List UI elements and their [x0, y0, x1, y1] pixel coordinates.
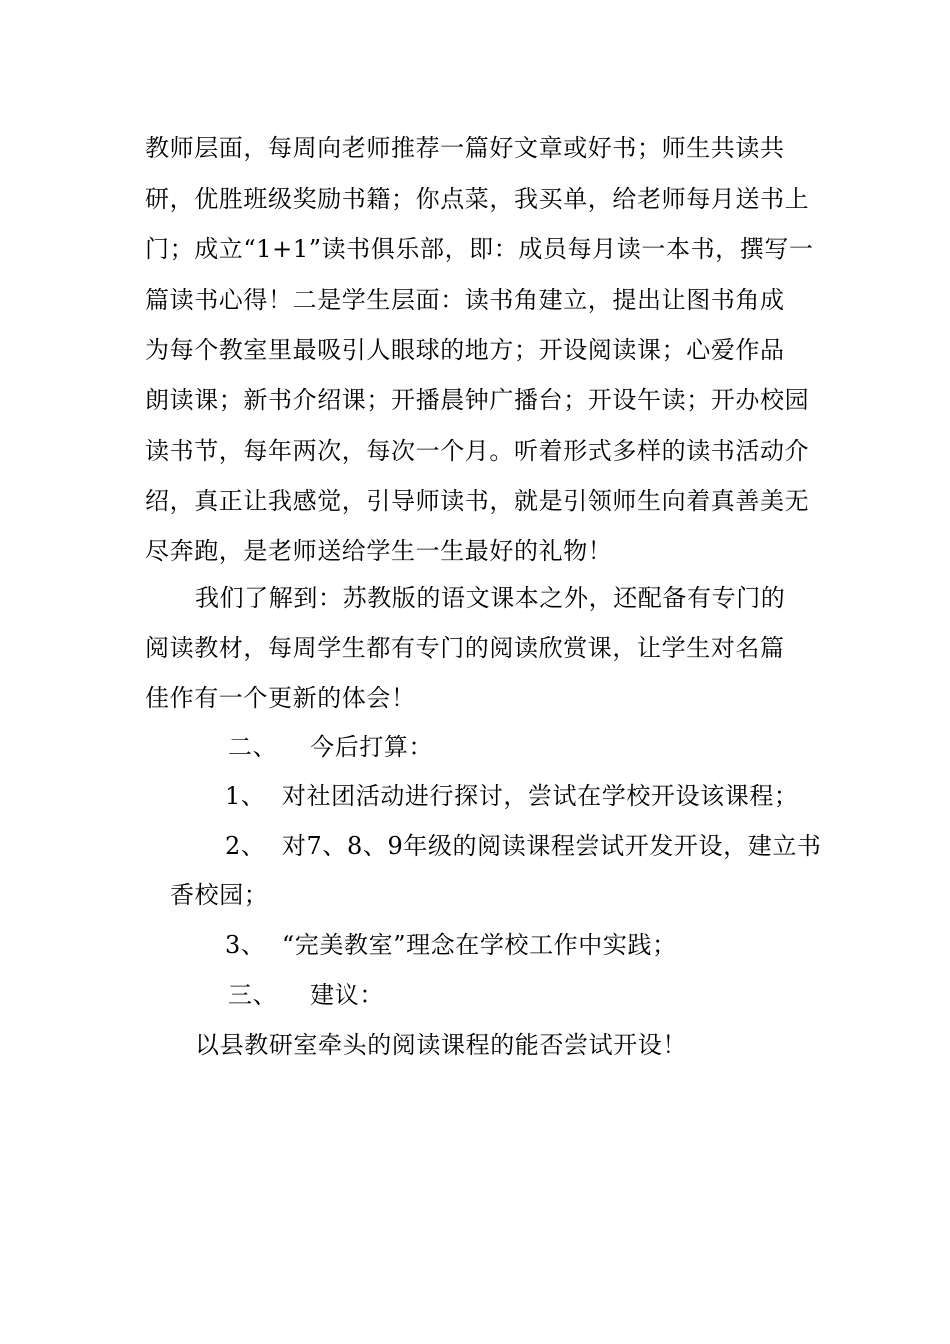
text-line: 尽奔跑，是老师送给学生一生最好的礼物！ [145, 537, 613, 565]
text-line: 绍，真正让我感觉，引导师读书，就是引领师生向着真善美无 [145, 487, 810, 515]
text-line: 以县教研室牵头的阅读课程的能否尝试开设！ [195, 1031, 687, 1059]
list-item: 1、 对社团活动进行探讨，尝试在学校开设该课程； [225, 782, 799, 810]
list-item-continuation: 香校园； [170, 881, 269, 909]
text-line: 朗读课；新书介绍课；开播晨钟广播台；开设午读；开办校园 [145, 386, 810, 414]
text-line: 佳作有一个更新的体会！ [145, 684, 416, 712]
text-line: 门；成立“1+1”读书俱乐部，即：成员每月读一本书，撰写一 [145, 235, 814, 263]
list-item: 2、 对7、8、9年级的阅读课程尝试开发开设，建立书 [225, 832, 822, 860]
list-item: 3、 “完美教室”理念在学校工作中实践； [225, 931, 677, 959]
text-line: 研，优胜班级奖励书籍；你点菜，我买单，给老师每月送书上 [145, 185, 810, 213]
section-heading: 二、 今后打算： [228, 733, 434, 761]
text-line: 教师层面，每周向老师推荐一篇好文章或好书；师生共读共 [145, 134, 785, 162]
section-heading: 三、 建议： [228, 981, 384, 1009]
text-line: 阅读教材，每周学生都有专门的阅读欣赏课，让学生对名篇 [145, 634, 785, 662]
text-line: 篇读书心得！二是学生层面：读书角建立，提出让图书角成 [145, 286, 785, 314]
paragraph-first-line: 我们了解到：苏教版的语文课本之外，还配备有专门的 [195, 584, 786, 612]
text-line: 读书节，每年两次，每次一个月。听着形式多样的读书活动介 [145, 437, 810, 465]
text-line: 为每个教室里最吸引人眼球的地方；开设阅读课；心爱作品 [145, 336, 785, 364]
